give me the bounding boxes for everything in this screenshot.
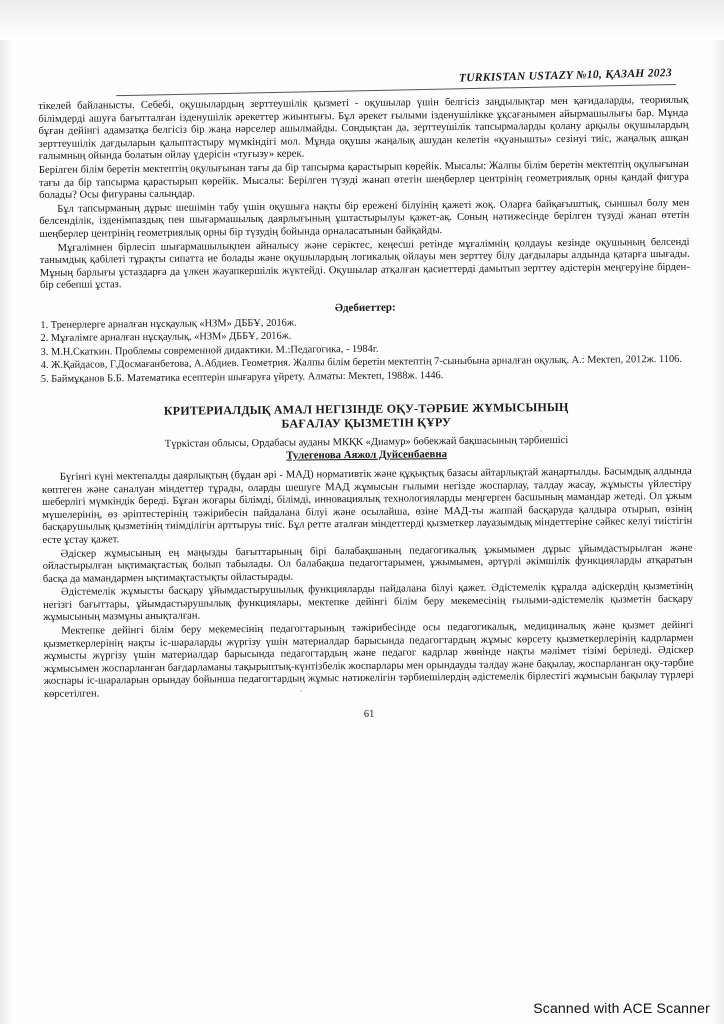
page-edge-right bbox=[710, 0, 724, 1024]
reference-item: 5. Баймұқанов Б.Б. Математика есептерін шығаруға үйрету. Алматы: Мектеп, 1988ж. 1446. bbox=[40, 369, 444, 385]
article-paragraph: Мектепке дейінгі білім беру мекемесінің педагогтарының тәжірибесінде осы педагогикалық, медициналық және қызмет дейінгі қызметкерлерінің нақты іс-шараларды жүргізу үшін материалдар барысында педагогтардың жұмыс көрсету қызметкерлерінің кадрлармен жұмысты жүргізу үшін материалдар барысында педагогтардың және педагог кадрлар жөнінде нақты мәлімет тізімі беріледі. Әдіскер жұмысымен жоспарланған бағдарламаны тақырыптық-күнтізбелік жоспарлары мен орындауды талдау және бақылау, жоспарланған оқу-тәрбие жоспары іс-шараларын орындау бойынша педагогтардың жұмыс нәтижелігін тәрбиешілердің әдістемелік бірлестігі жұмысын бақылау түрлері көрсетілген. bbox=[43, 619, 694, 701]
reference-item: 1. Тренерлерге арналған нұсқаулық «НЗМ» ДББҰ, 2016ж. bbox=[40, 317, 297, 331]
article-title-line-1: КРИТЕРИАЛДЫҚ АМАЛ НЕГІЗІНДЕ ОҚУ-ТӘРБИЕ ЖҰМЫСЫНЫҢ bbox=[163, 399, 569, 418]
reference-item: 2. Мұғалімге арналған нұсқаулық, «НЗМ» ДББҰ, 2016ж. bbox=[40, 330, 292, 345]
body-paragraph: Мұғалімнен бірлесіп шығармашылықпен айналысу және серіктес, кеңесші ретінде мұғалімнің қолдауы кезінде оқушының белсенді танымдық қабілеті тұрақты сипатта ие болады және оқушылардың логикалық ойлауы мен зерттеу білу дағдылары алдында қатарға шығады. Мұның барлығы ұстаздарға да үлкен жауапкершілік жүктейді. Оқушылар атқалған қасиеттерді дамытып зерттеу әдістерін меңгеруіне бірден-бір себепші ұстаз. bbox=[39, 236, 690, 292]
article-title bbox=[41, 399, 691, 434]
references-heading: Әдебиеттер: bbox=[334, 301, 396, 315]
page-edge-top bbox=[0, 0, 724, 40]
document-text-block bbox=[38, 67, 694, 723]
body-paragraph: Берілген білім беретін мектептің оқулығынан тағы да бір тапсырма қарастырып көрейік. Мысалы: Жалпы білім беретін мектептің оқулығынан тағы да бір тапсырма қарастырып көрейік. Мысалы: Берілген түзуді жанап өтетін шеңберлер центрінің геометриялық орны қандай фигура болады? Осы фигураны салыңдар. bbox=[38, 158, 690, 202]
body-paragraph: тікелей байланысты. Себебі, оқушылардың зерттеушілік қызметі - оқушылар үшін белгісіз заңдылықтар мен қағидаларды, теориялық білімдерді ашуға бағытталған ізденушілік әрекеттер жиынтығы. Бұл әрекет ғылыми ізденушілікке ұқсағанымен айырмашылығы бар. Мұнда бұған дейінгі адамзатқа белгісіз бір жаңа нәрселер ашылмайды. Сондықтан да, зерттеушілік тапсырмаларды қолану арқылы оқушылардың зерттеушілік дағдыларын қалыптастыру мүмкіндігі мол. Мұнда оқушы жаңалық ашудан келетін «қуанышты» сезінуі тиіс, жаңалық ашқан ғалымның ойында болатын ойлау үдерісін «туғызу» керек. bbox=[38, 94, 689, 163]
article-paragraph: Әдіскер жұмысының ең маңызды бағыттарының бірі балабақшаның педагогикалық ұжымымен дұрыс ұйымдастырылған және ойластырылған ықтимақтастық болып табылады. Ол балабақша педагогтарымен, ұжымымен, әртүрлі әкімшілік функцияларды атқаратын басқа да мамандармен ықтимақтастықты ойластырады. bbox=[42, 542, 693, 585]
article-paragraph: Бүгінгі күні мектепалды даярлықтың (бұдан әрі - МАД) нормативтік және құқықтық базасы айтарлықтай жаңартылды. Басымдық алдында көптеген және саналуан міндеттер тұрады, оларды шешуге МАД жұмысын ғылыми негізде жоспарлау, талдау жасау, жұмысты үйлестіру шеберлігі мүмкіндік береді. Бұған жоғары білімді, білімді, инновациялық технологияларды меңгерген басшының мамандар жетеді. Ол ұжым мүшелерінің, өз әріптестерінің тәжірибесін пайдалана білуі және осылайша, өзіне МАД-ты жаппай басқаруда қалдыра отырып, өзінің басқарушылық қызметінің тиімділігін арттыруы тиіс. Бұл ретте аталған міндеттерді қызметкер лауазымдық міндеттеріне сәйкес келуі тиістігін есте ұстау қажет. bbox=[41, 465, 693, 546]
reference-item: 3. М.Н.Скаткин. Проблемы современной дидактики. М.:Педагогика, - 1984г. bbox=[40, 343, 379, 358]
scanner-watermark: Scanned with ACE Scanner bbox=[533, 1000, 710, 1016]
article-affiliation: Түркістан облысы, Ордабасы ауданы МКҚК «Диамур» бөбекжай бақшасының тәрбиешісі bbox=[164, 434, 569, 450]
running-head: TURKISTAN USTAZY №10, ҚАЗАН 2023 bbox=[458, 67, 673, 85]
page-number: 61 bbox=[363, 708, 375, 720]
article-title-line-2: БАҒАЛАУ ҚЫЗМЕТІН ҚҰРУ bbox=[281, 415, 452, 432]
article-paragraph: Әдістемелік жұмысты басқару ұйымдастырушылық функцияларды пайдалана білуі қажет. Әдістемелік құралда әдіскердің қызметінің негізгі бағыттары, ұйымдастырушылық функциялары, мектепке дейінгі білім беру мекемесінің ғылыми-әдістемелік қызметін басқару жұмысының мазмұны анықталған. bbox=[43, 581, 694, 624]
references-list bbox=[40, 314, 691, 386]
body-paragraph: Бұл тапсырманың дұрыс шешімін табу үшін оқушыға нақты бір ережені білуінің қажеті жоқ. Оларға байқағыштық, сыншыл болу мен белсенділік, ізденімпаздық пен шығармашылық даярлығының ұштастырылуы қажет-ақ. Соның нәтижесінде берілген түзуді жанап өтетін шеңберлер центрінің геометриялық орны бір түзудің бойында орналасатынын байқайды. bbox=[39, 197, 690, 240]
article-author: Тулегенова Аяжол Дуйсенбаевна bbox=[286, 448, 448, 462]
reference-item: 4. Ж.Қайдасов, Г.Досмағанбетова, А.Абдиев. Геометрия. Жалпы білім беретін мектептің 7-сыныбына арналған оқулық. А.: Мектеп, 2012ж. 1106. bbox=[40, 353, 682, 372]
page-edge-left bbox=[0, 0, 14, 1024]
